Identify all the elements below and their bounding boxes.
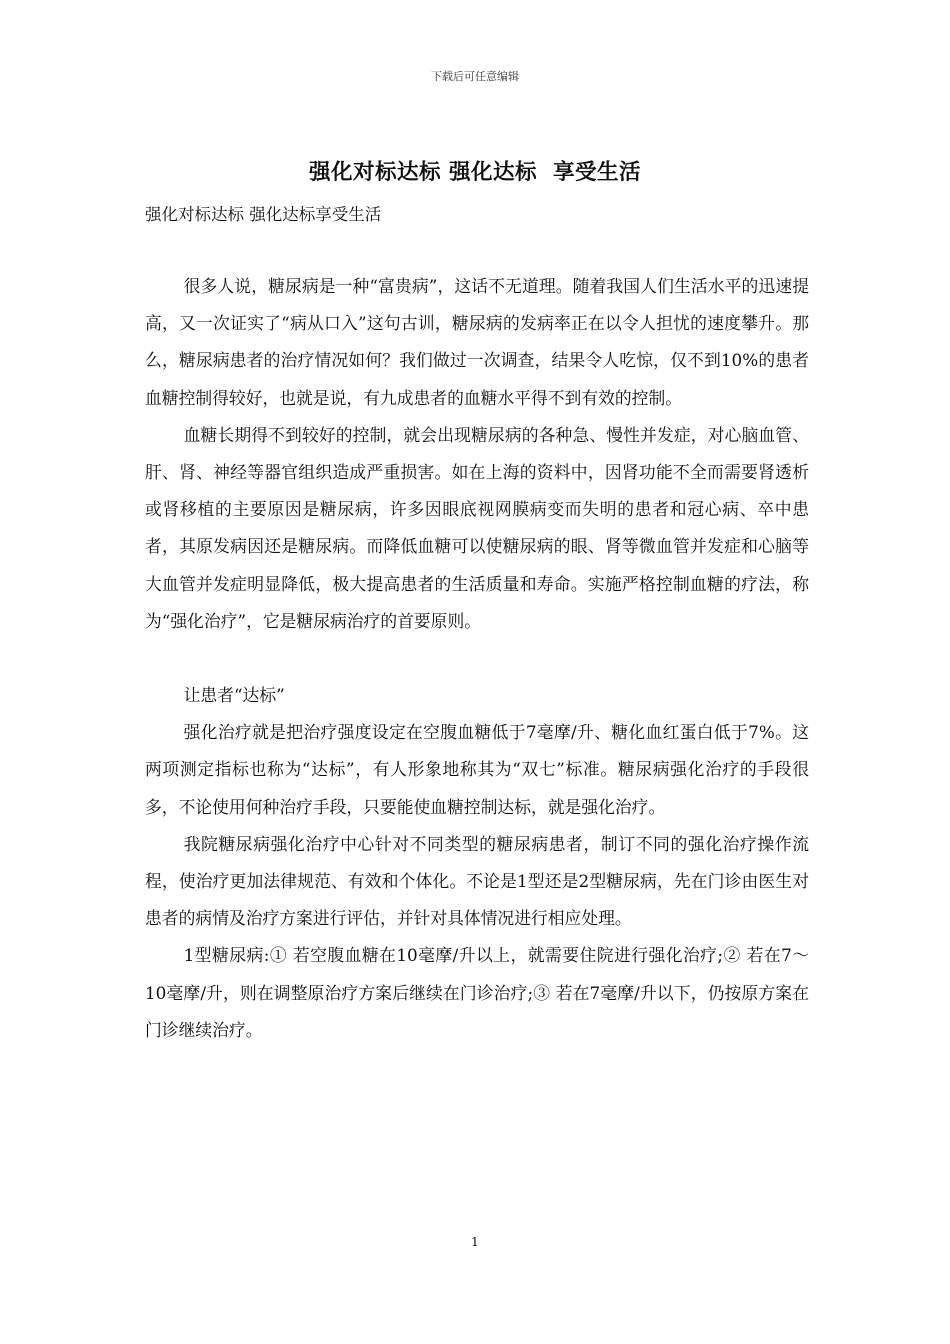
paragraph-standard: 强化治疗就是把治疗强度设定在空腹血糖低于7毫摩/升、糖化血红蛋白低于7%。这两项测定指标也称为“达标”，有人形象地称其为“双七”标准。糖尿病强化治疗的手段很多，不论使用何种治疗手段，只要能使血糖控制达标，就是强化治疗。 (145, 722, 809, 817)
paragraph-complications: 血糖长期得不到较好的控制，就会出现糖尿病的各种急、慢性并发症，对心脑血管、肝、肾、神经等器官组织造成严重损害。如在上海的资料中，因肾功能不全而需要肾透析或肾移植的主要原因是糖尿病，许多因眼底视网膜病变而失明的患者和冠心病、卒中患者，其原发病因还是糖尿病。而降低血糖可以使糖尿病的眼、肾等微血管并发症和心脑等大血管并发症明显降低，极大提高患者的生活质量和寿命。实施严格控制血糖的疗法，称为“强化治疗”，它是糖尿病治疗的首要原则。 (145, 424, 809, 631)
document-body (145, 268, 809, 1049)
page-number: 1 (471, 1235, 479, 1249)
document-title: 强化对标达标 强化达标 享受生活 (309, 160, 641, 185)
paragraph-hospital-process: 我院糖尿病强化治疗中心针对不同类型的糖尿病患者，制订不同的强化治疗操作流程，使治疗更加法律规范、有效和个体化。不论是1型还是2型糖尿病，先在门诊由医生对患者的病情及治疗方案进行评估，并针对具体情况进行相应处理。 (145, 833, 809, 929)
section-heading: 让患者“达标” (183, 685, 285, 706)
document-subtitle: 强化对标达标 强化达标享受生活 (145, 205, 382, 224)
header-note: 下载后可任意编辑 (431, 70, 519, 83)
paragraph-type1: 1型糖尿病:① 若空腹血糖在10毫摩/升以上，就需要住院进行强化治疗;② 若在7～10毫摩/升，则在调整原治疗方案后继续在门诊治疗;③ 若在7毫摩/升以下，仍按原方案在门诊继续治疗。 (145, 945, 809, 1040)
paragraph-intro: 很多人说，糖尿病是一种“富贵病”，这话不无道理。随着我国人们生活水平的迅速提高，又一次证实了“病从口入”这句古训，糖尿病的发病率正在以令人担忧的速度攀升。那么，糖尿病患者的治疗情况如何？我们做过一次调查，结果令人吃惊，仅不到10%的患者血糖控制得较好，也就是说，有九成患者的血糖水平得不到有效的控制。 (145, 276, 809, 408)
